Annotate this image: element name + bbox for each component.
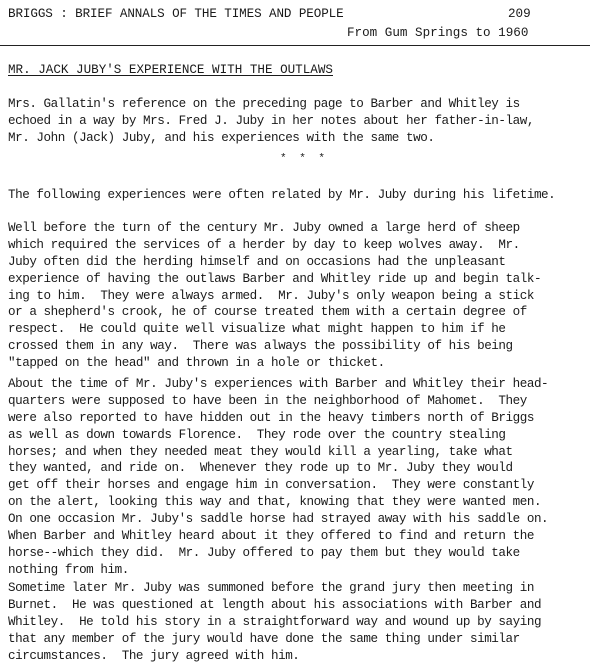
paragraph-3 [8,220,600,372]
text-line: crossed them in any way. There was always the possibility of his being [8,339,513,354]
text-line: Sometime later Mr. Juby was summoned before the grand jury then meeting in [8,581,534,595]
text-line: horse--which they did. Mr. Juby offered to pay them but they would take [8,545,520,560]
text-line: Burnet. He was questioned at length about his associations with Barber and [8,597,542,612]
paragraph-5 [8,580,600,664]
article-title: MR. JACK JUBY'S EXPERIENCE WITH THE OUTLAWS [8,63,333,77]
section-separator: * * * [280,153,329,165]
text-line: Mrs. Gallatin's reference on the preceding page to Barber and Whitley is [8,97,520,111]
text-line: On one occasion Mr. Juby's saddle horse had strayed away with his saddle on. [8,512,549,527]
text-line: ing to him. They were always armed. Mr. Juby's only weapon being a stick [8,288,534,303]
text-line: they wanted, and ride on. Whenever they rode up to Mr. Juby they would [8,461,513,476]
text-line: "tapped on the head" and thrown in a hole or thicket. [8,356,385,371]
text-line: horses; and when they needed meat they would kill a yearling, take what [8,444,513,459]
running-header-subtitle: From Gum Springs to 1960 [347,26,529,40]
text-line: or a shepherd's crook, he of course treated them with a certain degree of [8,305,527,320]
paragraph-4 [8,376,600,579]
text-line: get off their horses and engage him in conversation. They were constantly [8,478,534,493]
text-line: on the alert, looking this way and that, knowing that they were wanted men. [8,495,542,510]
text-line: nothing from him. [8,562,129,577]
text-line: which required the services of a herder by day to keep wolves away. Mr. [8,237,520,252]
text-line: Mr. John (Jack) Juby, and his experiences with the same two. [8,130,435,145]
text-line: as well as down towards Florence. They rode over the country stealing [8,427,506,442]
text-line: When Barber and Whitley heard about it they offered to find and return the [8,529,534,544]
page-number: 209 [508,7,531,21]
text-line: quarters were supposed to have been in the neighborhood of Mahomet. They [8,393,527,408]
text-line: Whitley. He told his story in a straightforward way and wound up by saying [8,614,542,629]
text-line: About the time of Mr. Juby's experiences with Barber and Whitley their head- [8,377,549,391]
text-line: experience of having the outlaws Barber and Whitley ride up and begin talk- [8,271,542,286]
text-line: circumstances. The jury agreed with him. [8,648,300,663]
header-rule [0,45,590,46]
paragraph-2 [8,187,600,204]
text-line: echoed in a way by Mrs. Fred J. Juby in her notes about her father-in-law, [8,113,534,128]
text-line: were also reported to have hidden out in the heavy timbers north of Briggs [8,410,534,425]
text-line: The following experiences were often related by Mr. Juby during his lifetime. [8,188,556,202]
paragraph-1 [8,96,600,147]
text-line: that any member of the jury would have done the same thing under similar [8,631,520,646]
text-line: respect. He could quite well visualize what might happen to him if he [8,322,506,337]
running-header-title: BRIGGS : BRIEF ANNALS OF THE TIMES AND PEOPLE [8,7,344,21]
text-line: Juby often did the herding himself and on occasions had the unpleasant [8,254,506,269]
text-line: Well before the turn of the century Mr. Juby owned a large herd of sheep [8,221,520,235]
